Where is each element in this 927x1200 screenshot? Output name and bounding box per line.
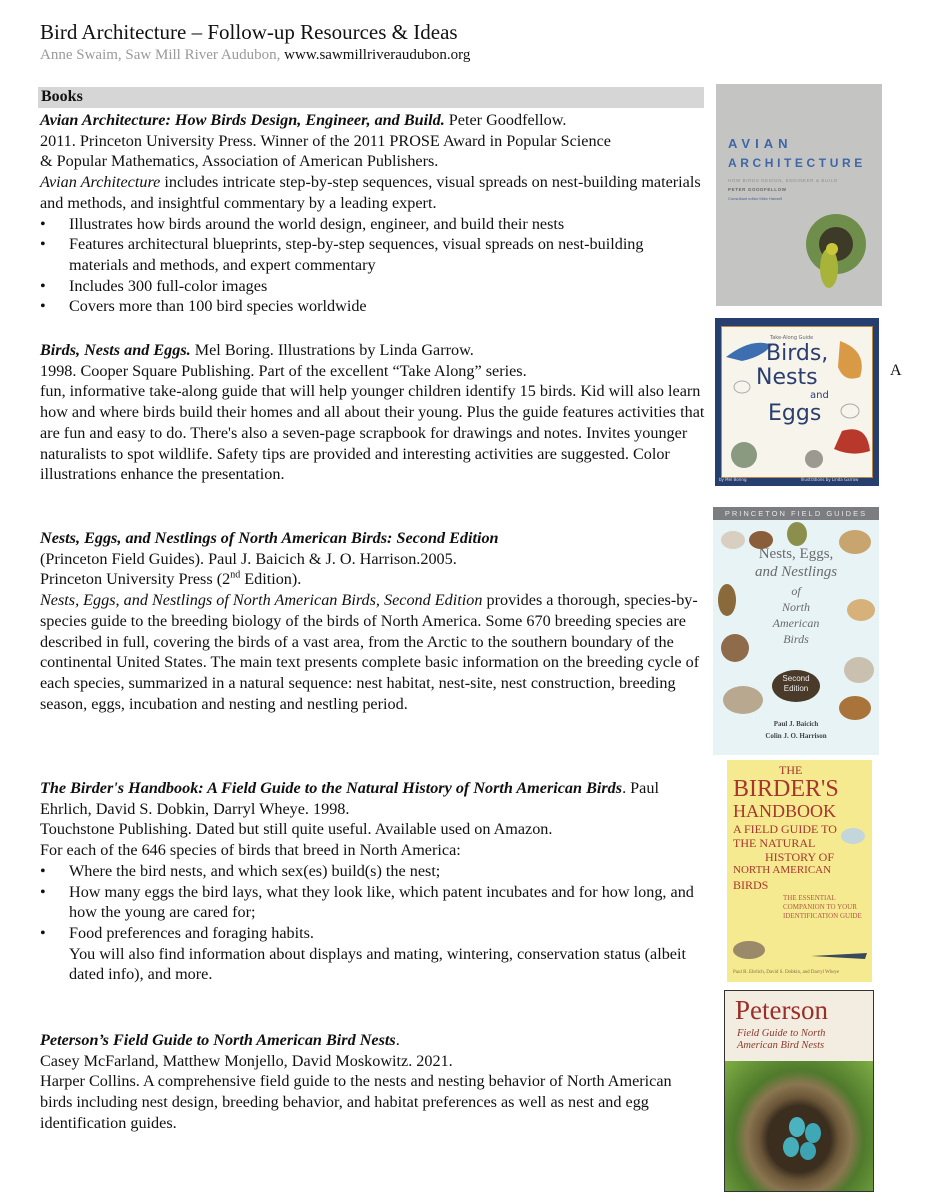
cover-title-line: Birds (783, 632, 809, 646)
book-info-line: & Popular Mathematics, Association of American Publishers. (40, 152, 439, 171)
book-info-line: 1998. Cooper Square Publishing. Part of the excellent “Take Along” series. (40, 361, 527, 380)
section-heading-books (38, 87, 704, 108)
book-info-line: Touchstone Publishing. Dated but still quite useful. Available used on Amazon. (40, 820, 553, 839)
book-desc-italic: Nests, Eggs, and Nestlings of North American Birds, Second Edition (40, 591, 483, 610)
cover-title-line: NORTH AMERICAN (733, 864, 832, 876)
eggs-in-nest-icon (725, 1061, 873, 1191)
book-entry-birds-nests-eggs (40, 340, 705, 485)
cover-series: Take-Along Guide (770, 335, 814, 341)
bird-nest-icon (796, 206, 876, 306)
cover-author: PETER GOODFELLOW (728, 187, 787, 192)
cover-image-birders-handbook (727, 760, 872, 982)
website-link[interactable]: www.sawmillriveraudubon.org (284, 47, 471, 63)
cover-title-line: American (772, 616, 820, 630)
book-byline: . (395, 1031, 400, 1049)
book-entry-nests-eggs-nestlings (40, 528, 705, 714)
cover-title-line: AVIAN (728, 136, 793, 151)
book-desc-italic: Avian Architecture (40, 173, 161, 192)
book-info-line: For each of the 646 species of birds that breed in North America: (40, 841, 461, 860)
cover-title-line: A FIELD GUIDE TO (733, 822, 837, 836)
book-entry-peterson-nests (40, 1030, 705, 1134)
cover-title-line: Nests, Eggs, (758, 546, 834, 562)
publisher-text: Princeton University Press (2 (40, 570, 231, 589)
stray-letter: A (890, 362, 902, 379)
cover-illustrator: Illustrations by Linda Garrow (801, 477, 859, 482)
cover-subtitle (737, 1028, 825, 1052)
book-byline: . Paul Ehrlich, David S. Dobkin, Darryl Wheye. 1998. (40, 779, 659, 818)
section-heading-label: Books (41, 88, 83, 105)
cover-title-line: and Nestlings (754, 564, 838, 580)
cover-title-line: HISTORY OF (765, 850, 835, 864)
book-title: Birds, Nests and Eggs. (40, 341, 191, 359)
document-title: Bird Architecture – Follow-up Resources & Ideas (40, 20, 458, 44)
bullet-item: • Illustrates how birds around the world design, engineer, and build their nests (40, 214, 705, 235)
book-byline: Mel Boring. Illustrations by Linda Garrow. (190, 341, 474, 359)
cover-author: Paul J. Baicich (773, 720, 819, 728)
book-description: includes intricate step-by-step sequences, visual spreads on nest-building materials and methods, and insightful commentary by a leading expert. (40, 173, 701, 212)
cover-edition: Second (782, 674, 810, 683)
book-info-line: (Princeton Field Guides). Paul J. Baicich & J. O. Harrison.2005. (40, 549, 457, 568)
cover-title-line: HANDBOOK (733, 801, 836, 821)
bullet-item: • Includes 300 full-color images (40, 276, 705, 297)
cover-title-line: THE NATURAL (733, 836, 816, 850)
cover-title-line: Peterson (735, 995, 828, 1025)
bullet-item: • Covers more than 100 bird species worldwide (40, 296, 705, 317)
document-subtitle (40, 47, 470, 64)
cover-panel (721, 326, 873, 478)
cover-title-line: BIRDS (733, 878, 769, 892)
book-byline: Peter Goodfellow. (444, 111, 567, 129)
book-bullet-list (40, 214, 705, 318)
cover-author: by Mel Boring (719, 477, 747, 482)
book-info-line: Casey McFarland, Matthew Monjello, David Moskowitz. 2021. (40, 1051, 453, 1070)
bullet-item: • Features architectural blueprints, step-by-step sequences, visual spreads on nest-building materials and methods, and expert commentary (40, 234, 705, 275)
cover-series: PRINCETON FIELD GUIDES (713, 507, 879, 520)
nest-photo (725, 1061, 873, 1191)
cover-image-nests-eggs-nestlings (713, 507, 879, 755)
book-entry-birders-handbook (40, 778, 705, 985)
cover-authors: Paul R. Ehrlich, David S. Dobkin, and Darryl Wheye (733, 970, 840, 975)
cover-title-line: Nests (756, 365, 818, 390)
cover-tagline: THE ESSENTIAL COMPANION TO YOUR IDENTIFICATION GUIDE (783, 894, 862, 920)
author-line: Anne Swaim, Saw Mill River Audubon, (40, 47, 281, 63)
cover-title-line: of (791, 584, 801, 598)
cover-edition: Edition (783, 684, 809, 693)
cover-subtitle-line: Field Guide to North (737, 1028, 826, 1039)
book-publisher-line (40, 569, 705, 590)
book-title: Nests, Eggs, and Nestlings of North American Birds: Second Edition (40, 529, 499, 547)
bullet-item: • Where the bird nests, and which sex(es) build(s) the nest; (40, 861, 705, 882)
book-description: Harper Collins. A comprehensive field guide to the nests and nesting behavior of North American birds including nest design, breeding behavior, and habitat preferences as well as nest and egg identification guides. (40, 1072, 672, 1132)
edition-superscript: nd (230, 570, 241, 582)
cover-image-avian-architecture (716, 84, 882, 306)
cover-image-peterson-nests (724, 990, 874, 1192)
cover-title-line: ARCHITECTURE (728, 156, 866, 170)
book-description: provides a thorough, species-by-species guide to the breeding biology of the birds of North America. Some 670 breeding species are described in full, covering the birds of a vast area, from the Arctic to the southern boundary of the continental United States. The main text presents complete basic information on the breeding cycle of each species, summarized in a natural sequence: nest habitat, nest-site, nest construction, breeding season, eggs, incubation and nesting and nestling period. (40, 591, 700, 713)
cover-subtitle: HOW BIRDS DESIGN, ENGINEER & BUILD (728, 178, 838, 183)
book-info-line: 2011. Princeton University Press. Winner of the 2011 PROSE Award in Popular Science (40, 131, 611, 150)
book-description: fun, informative take-along guide that will help younger children identify 15 birds. Kid will also learn how and where birds build their homes and all about their young. Plus the guide features activities that are fun and easy to do. There's also a seven-page scrapbook for drawings and notes. Invites younger naturalists to spot wildlife. Safety tips are provided and interesting activities are suggested. Color illustrations enhance the presentation. (40, 382, 705, 484)
publisher-text-end: Edition). (240, 570, 302, 589)
book-bullet-list (40, 861, 705, 944)
bullet-item: • Food preferences and foraging habits. (40, 923, 705, 944)
book-title: Avian Architecture: How Birds Design, Engineer, and Build. (40, 111, 445, 129)
book-extra-note: You will also find information about displays and mating, wintering, conservation status (albeit dated info), and more. (69, 944, 686, 984)
book-title: Peterson’s Field Guide to North American Bird Nests (40, 1031, 396, 1049)
cover-title-line: and (810, 390, 829, 401)
cover-author: Colin J. O. Harrison (765, 732, 827, 740)
cover-title-line: Eggs (768, 401, 822, 426)
cover-image-birds-nests-eggs (715, 318, 879, 486)
book-title: The Birder's Handbook: A Field Guide to the Natural History of North American Birds (40, 779, 623, 797)
book-entry-avian-architecture (40, 110, 705, 317)
cover-editor: Consultant editor Mike Hansell (728, 196, 783, 201)
cover-subtitle-line: American Bird Nests (737, 1040, 825, 1051)
cover-title-line: BIRDER'S (733, 776, 839, 802)
cover-title-line: THE (779, 763, 803, 777)
bullet-item: • How many eggs the bird lays, what they look like, which patent incubates and for how long, and how the young are cared for; (40, 882, 705, 923)
cover-title-line: North (781, 600, 810, 614)
cover-title-line: Birds, (766, 341, 829, 366)
